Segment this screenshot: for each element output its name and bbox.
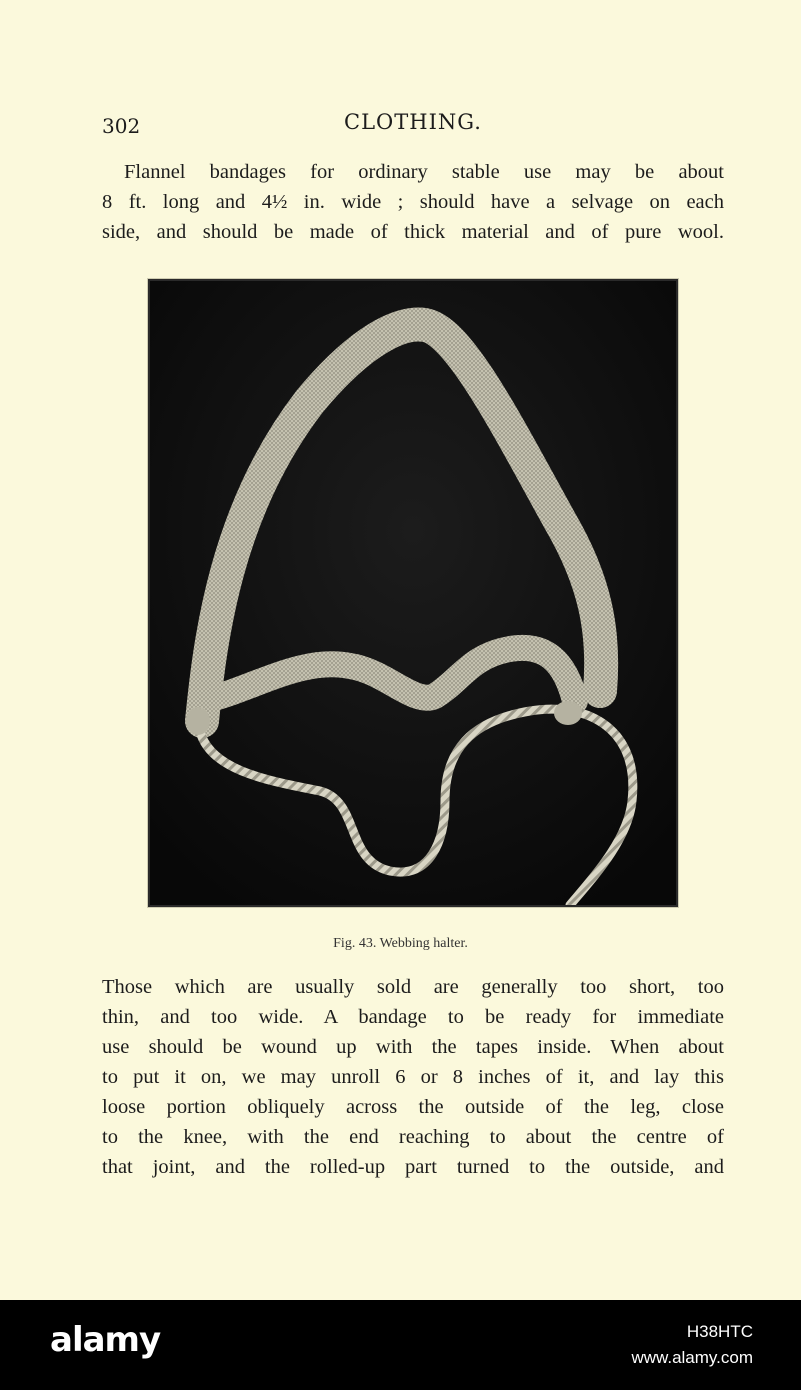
page-header	[102, 110, 724, 142]
running-head: CLOTHING.	[344, 110, 482, 134]
webbing-halter-illustration	[150, 281, 676, 905]
text-line: side, and should be made of thick material and of pure wool.	[102, 221, 724, 243]
text-line: to the knee, with the end reaching to about the centre of	[102, 1126, 724, 1148]
text-line: use should be wound up with the tapes inside. When about	[102, 1036, 724, 1058]
site-url: www.alamy.com	[631, 1348, 753, 1367]
page-number: 302	[102, 114, 141, 138]
paragraph-bandage-usage	[102, 972, 724, 1182]
image-id: H38HTC	[686, 1322, 753, 1341]
text-line: 8 ft. long and 4½ in. wide ; should have a selvage on each	[102, 191, 724, 213]
text-line: Those which are usually sold are generally too short, too	[102, 976, 724, 998]
text-line: that joint, and the rolled-up part turned to the outside, and	[102, 1156, 724, 1178]
paragraph-flannel-bandages	[102, 157, 724, 247]
text-line: to put it on, we may unroll 6 or 8 inches of it, and lay this	[102, 1066, 724, 1088]
figure-caption: Fig. 43. Webbing halter.	[333, 936, 468, 951]
text-line: Flannel bandages for ordinary stable use may be about	[124, 161, 724, 183]
alamy-logo: alamy	[50, 1320, 161, 1360]
stock-footer-bar	[0, 1300, 801, 1390]
text-line: loose portion obliquely across the outside of the leg, close	[102, 1096, 724, 1118]
halter-photograph	[148, 279, 678, 907]
text-line: thin, and too wide. A bandage to be ready for immediate	[102, 1006, 724, 1028]
